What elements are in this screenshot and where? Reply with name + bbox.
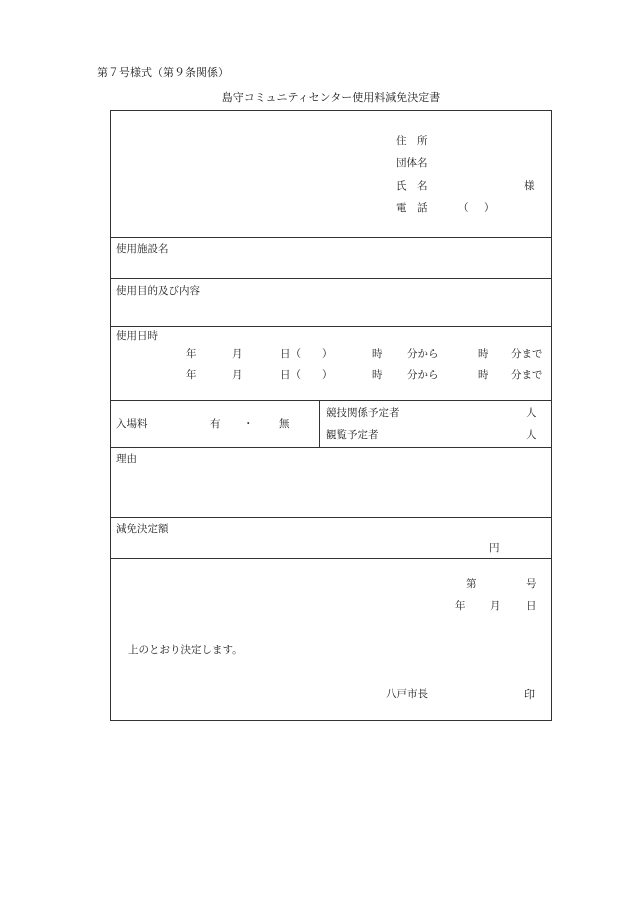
row2-paren-close: ） — [322, 369, 333, 381]
facility-label: 使用施設名 — [116, 243, 169, 255]
row2-day: 日（ — [280, 369, 301, 381]
number-suffix: 号 — [526, 578, 537, 590]
admission-divider — [319, 400, 320, 447]
row2-min-to: 分まで — [511, 369, 543, 381]
admission-label: 入場料 — [116, 418, 148, 430]
decision-day: 日 — [526, 600, 537, 612]
purpose-label: 使用目的及び内容 — [116, 285, 200, 297]
seal-mark: 印 — [524, 688, 535, 701]
yen-unit: 円 — [489, 542, 500, 554]
row2-hour-to: 時 — [478, 369, 489, 381]
divider — [110, 400, 552, 401]
phone-label: 電 話 — [396, 202, 428, 214]
name-label: 氏 名 — [396, 180, 428, 192]
competitors-unit: 人 — [526, 407, 537, 419]
datetime-label: 使用日時 — [116, 330, 158, 342]
address-label: 住 所 — [396, 135, 428, 147]
reduction-label: 減免決定額 — [116, 523, 169, 535]
row1-year: 年 — [186, 348, 197, 360]
admission-separator: ・ — [243, 418, 254, 430]
row1-hour-to: 時 — [478, 348, 489, 360]
divider — [110, 237, 552, 238]
spectators-label: 観覧予定者 — [326, 429, 379, 441]
document-title: 島守コミュニティセンター使用料減免決定書 — [221, 91, 441, 104]
row1-day: 日（ — [280, 348, 301, 360]
decision-month: 月 — [490, 600, 501, 612]
phone-paren-close: ） — [484, 202, 495, 214]
row2-min-from: 分から — [407, 369, 439, 381]
competitors-label: 競技関係予定者 — [326, 407, 400, 419]
issuer: 八戸市長 — [386, 688, 428, 700]
row1-min-from: 分から — [407, 348, 439, 360]
reason-label: 理由 — [116, 453, 137, 465]
admission-no: 無 — [279, 418, 290, 430]
decision-year: 年 — [455, 600, 466, 612]
number-prefix: 第 — [466, 578, 477, 590]
divider — [110, 517, 552, 518]
decision-statement: 上のとおり決定します。 — [128, 644, 243, 656]
group-name-label: 団体名 — [396, 157, 428, 169]
row2-month: 月 — [232, 369, 243, 381]
divider — [110, 447, 552, 448]
divider — [110, 326, 552, 327]
divider — [110, 558, 552, 559]
divider — [110, 278, 552, 279]
row1-hour-from: 時 — [372, 348, 383, 360]
honorific: 様 — [524, 180, 535, 192]
row1-paren-close: ） — [322, 348, 333, 360]
row2-hour-from: 時 — [372, 369, 383, 381]
phone-paren-open: （ — [458, 202, 469, 214]
spectators-unit: 人 — [526, 429, 537, 441]
row2-year: 年 — [186, 369, 197, 381]
form-number: 第７号様式（第９条関係） — [97, 66, 229, 79]
row1-min-to: 分まで — [511, 348, 543, 360]
row1-month: 月 — [232, 348, 243, 360]
admission-yes: 有 — [210, 418, 221, 430]
